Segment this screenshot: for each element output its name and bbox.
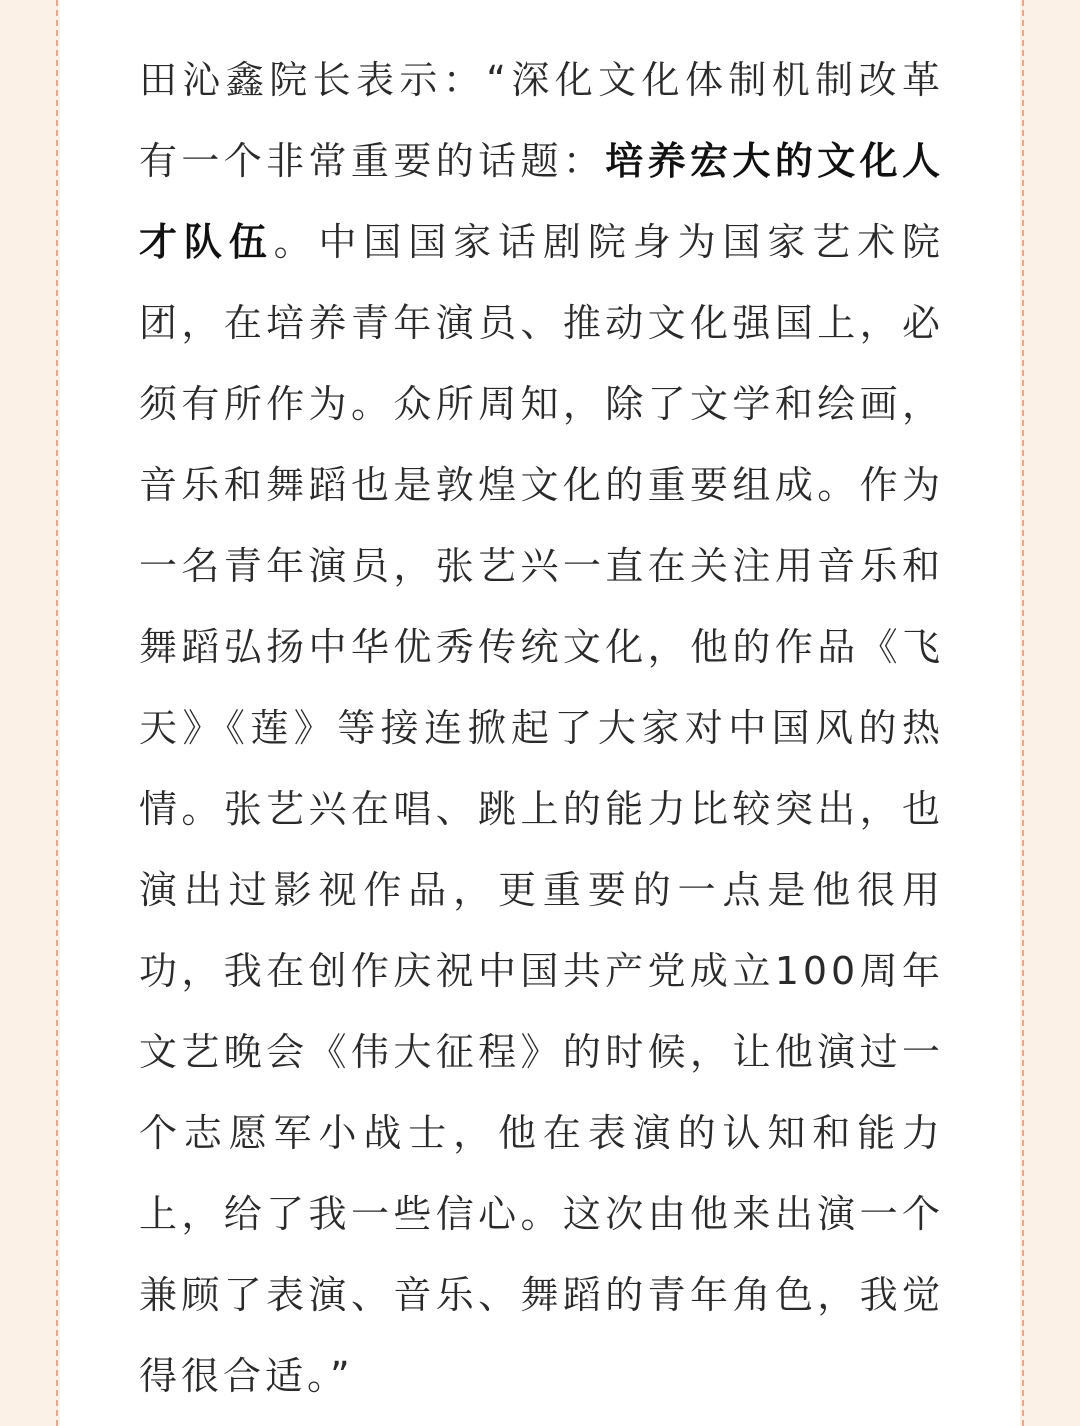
- article-text-body: 。中国国家话剧院身为国家艺术院团，在培养青年演员、推动文化强国上，必须有所作为。众所周知，除了文学和绘画，音乐和舞蹈也是敦煌文化的重要组成。作为一名青年演员，张艺兴一直在关注用音乐和舞蹈弘扬中华优秀传统文化，他的作品《飞天》《莲》等接连掀起了大家对中国风的热情。张艺兴在唱、跳上的能力比较突出，也演出过影视作品，更重要的一点是他很用功，我在创作庆祝中国共产党成立100周年文艺晚会《伟大征程》的时候，让他演过一个志愿军小战士，他在表演的认知和能力上，给了我一些信心。这次由他来出演一个兼顾了表演、音乐、舞蹈的青年角色，我觉得很合适。”: [139, 220, 944, 1398]
- page-border-right: [1022, 0, 1024, 1426]
- page-border-left: [56, 0, 58, 1426]
- article-text-intro: 田沁鑫院长表示：“深化文化体制机制改革有一个非常重要的话题：: [139, 58, 944, 183]
- article-paragraph: [139, 40, 944, 1417]
- article-text-emphasis: 培养宏大的文化人才队伍: [139, 139, 944, 264]
